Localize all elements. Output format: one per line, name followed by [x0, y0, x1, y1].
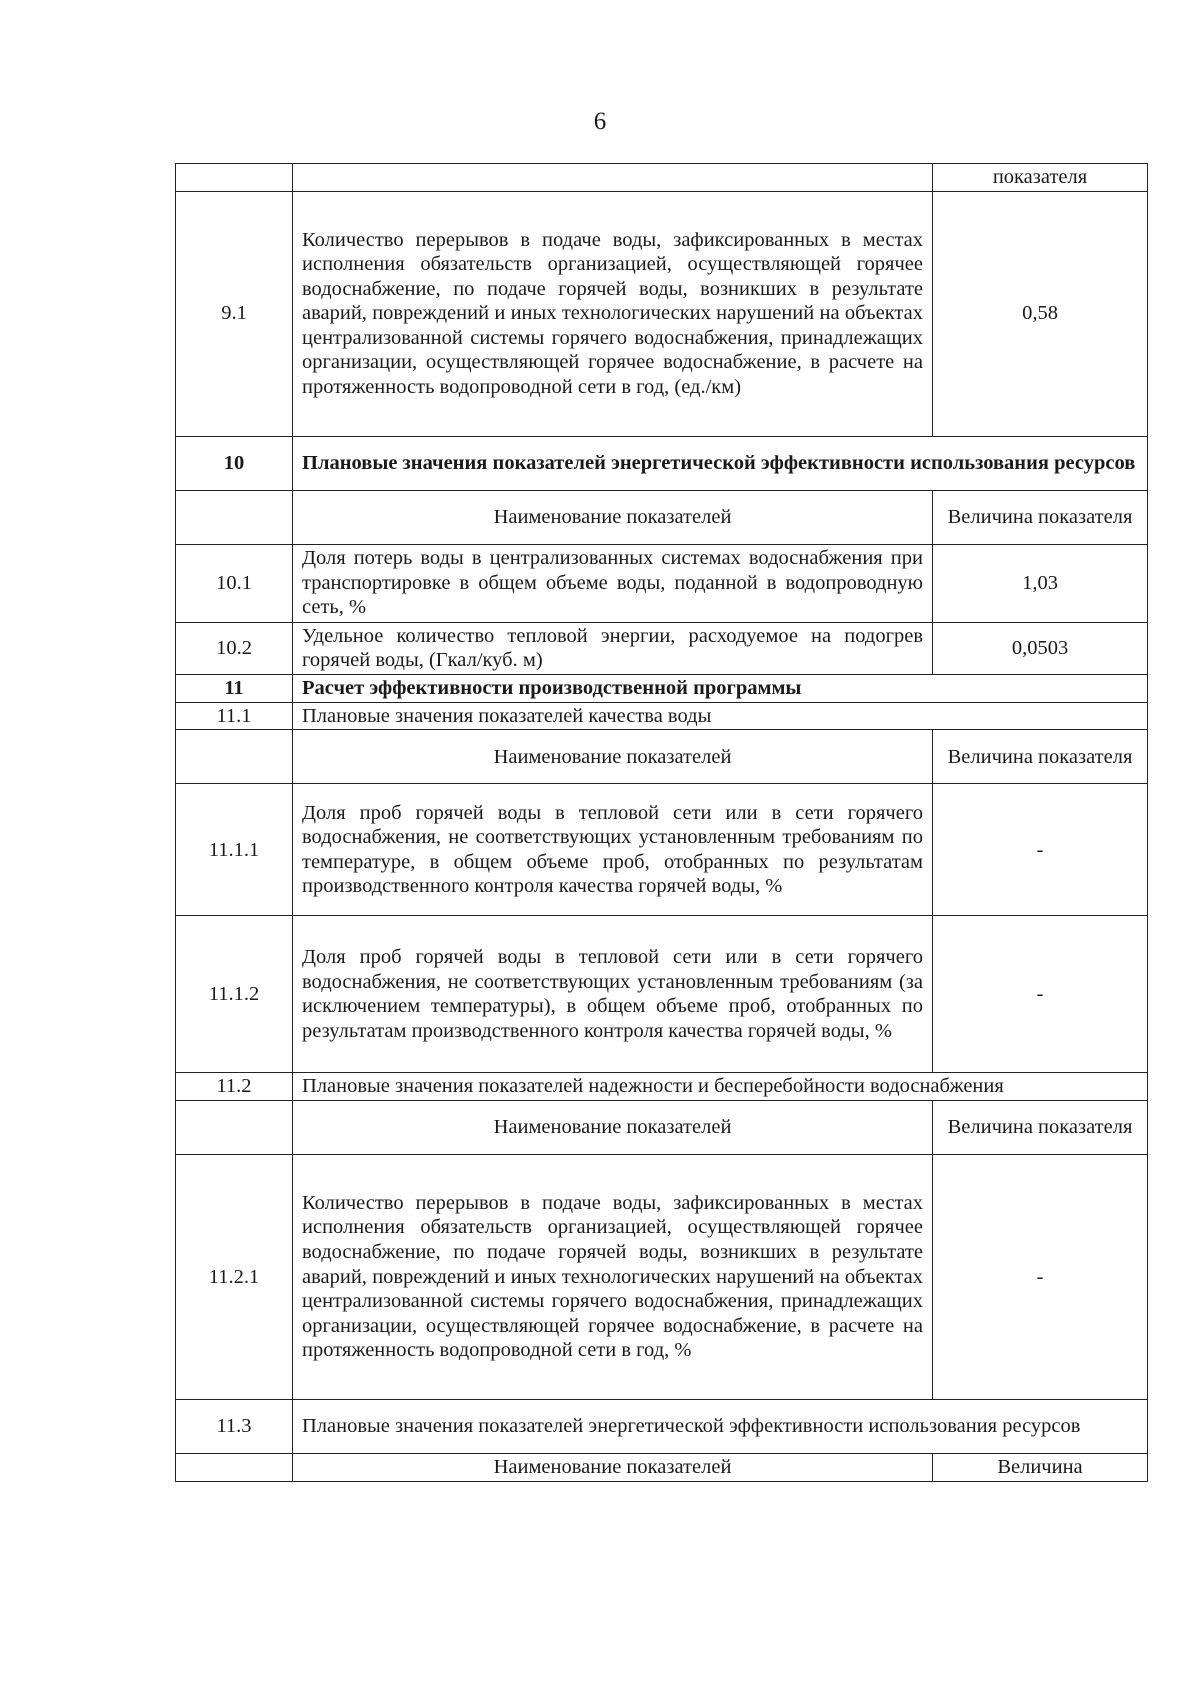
row-number-cell — [176, 730, 293, 784]
indicator-name-cell: Количество перерывов в подаче воды, зафиксированных в местах исполнения обязательств организацией, осуществляющей горячее водоснабжение, по подаче горячей воды, возникших в результате аварий, повреждений и иных технологических нарушений на объектах централизованной системы горячего водоснабжения, принадлежащих организации, осуществляющей горячее водоснабжение, в расчете на протяженность водопроводной сети в год, (ед./км) — [293, 191, 933, 436]
section-number-cell: 11 — [176, 674, 293, 702]
row-number-cell: 11.2.1 — [176, 1154, 293, 1399]
page-number: 6 — [593, 108, 607, 135]
indicator-name-cell: Доля проб горячей воды в тепловой сети или в сети горячего водоснабжения, не соответствующих установленным требованиям (за исключением температуры), в общем объеме проб, отобранных по результатам производственного контроля качества горячей воды, % — [293, 916, 933, 1073]
section-title-cell: Расчет эффективности производственной программы — [293, 674, 1148, 702]
table-row — [176, 784, 1148, 916]
indicator-name-cell: Количество перерывов в подаче воды, зафиксированных в местах исполнения обязательств организацией, осуществляющей горячее водоснабжение, по подаче горячей воды, возникших в результате аварий, повреждений и иных технологических нарушений на объектах централизованной системы горячего водоснабжения, принадлежащих организации, осуществляющей горячее водоснабжение, в расчете на протяженность водопроводной сети в год, % — [293, 1154, 933, 1399]
row-number-cell: 11.2 — [176, 1073, 293, 1101]
subsection-title-cell: Плановые значения показателей качества воды — [293, 702, 1148, 730]
row-number-cell: 10.2 — [176, 622, 293, 674]
indicator-name-cell: Доля проб горячей воды в тепловой сети или в сети горячего водоснабжения, не соответствующих установленным требованиям по температуре, в общем объеме проб, отобранных по результатам производственного контроля качества горячей воды, % — [293, 784, 933, 916]
indicator-name-cell: Удельное количество тепловой энергии, расходуемое на подогрев горячей воды, (Гкал/куб. м) — [293, 622, 933, 674]
indicator-value-cell: - — [933, 1154, 1148, 1399]
section-title-cell: Плановые значения показателей энергетической эффективности использования ресурсов — [293, 436, 1148, 490]
row-number-cell — [176, 1453, 293, 1481]
row-name-cell — [293, 164, 933, 192]
section-row — [176, 436, 1148, 490]
subsection-row — [176, 1073, 1148, 1101]
header-row — [176, 730, 1148, 784]
row-number-cell — [176, 164, 293, 192]
value-header-cell: Величина — [933, 1453, 1148, 1481]
table-row — [176, 916, 1148, 1073]
subsection-title-cell: Плановые значения показателей надежности и бесперебойности водоснабжения — [293, 1073, 1148, 1101]
header-row — [176, 490, 1148, 544]
row-number-cell — [176, 1100, 293, 1154]
table-row — [176, 1154, 1148, 1399]
name-header-cell: Наименование показателей — [293, 490, 933, 544]
indicator-value-cell: 1,03 — [933, 544, 1148, 622]
name-header-cell: Наименование показателей — [293, 1453, 933, 1481]
row-number-cell: 11.3 — [176, 1399, 293, 1453]
section-row — [176, 674, 1148, 702]
row-number-cell: 11.1.1 — [176, 784, 293, 916]
indicators-table — [175, 163, 1148, 1482]
subsection-title-cell: Плановые значения показателей энергетической эффективности использования ресурсов — [293, 1399, 1148, 1453]
value-header-cell: показателя — [933, 164, 1148, 192]
table-row — [176, 164, 1148, 192]
name-header-cell: Наименование показателей — [293, 1100, 933, 1154]
header-row — [176, 1100, 1148, 1154]
value-header-cell: Величина показателя — [933, 490, 1148, 544]
row-number-cell: 11.1.2 — [176, 916, 293, 1073]
table-row — [176, 544, 1148, 622]
subsection-row — [176, 702, 1148, 730]
header-row — [176, 1453, 1148, 1481]
indicator-value-cell: - — [933, 784, 1148, 916]
indicator-value-cell: 0,58 — [933, 191, 1148, 436]
row-number-cell: 11.1 — [176, 702, 293, 730]
row-number-cell: 9.1 — [176, 191, 293, 436]
indicator-name-cell: Доля потерь воды в централизованных системах водоснабжения при транспортировке в общем объеме воды, поданной в водопроводную сеть, % — [293, 544, 933, 622]
table-row — [176, 191, 1148, 436]
row-number-cell: 10.1 — [176, 544, 293, 622]
indicator-value-cell: 0,0503 — [933, 622, 1148, 674]
indicator-value-cell: - — [933, 916, 1148, 1073]
table-row — [176, 622, 1148, 674]
value-header-cell: Величина показателя — [933, 1100, 1148, 1154]
value-header-cell: Величина показателя — [933, 730, 1148, 784]
section-number-cell: 10 — [176, 436, 293, 490]
row-number-cell — [176, 490, 293, 544]
subsection-row — [176, 1399, 1148, 1453]
name-header-cell: Наименование показателей — [293, 730, 933, 784]
